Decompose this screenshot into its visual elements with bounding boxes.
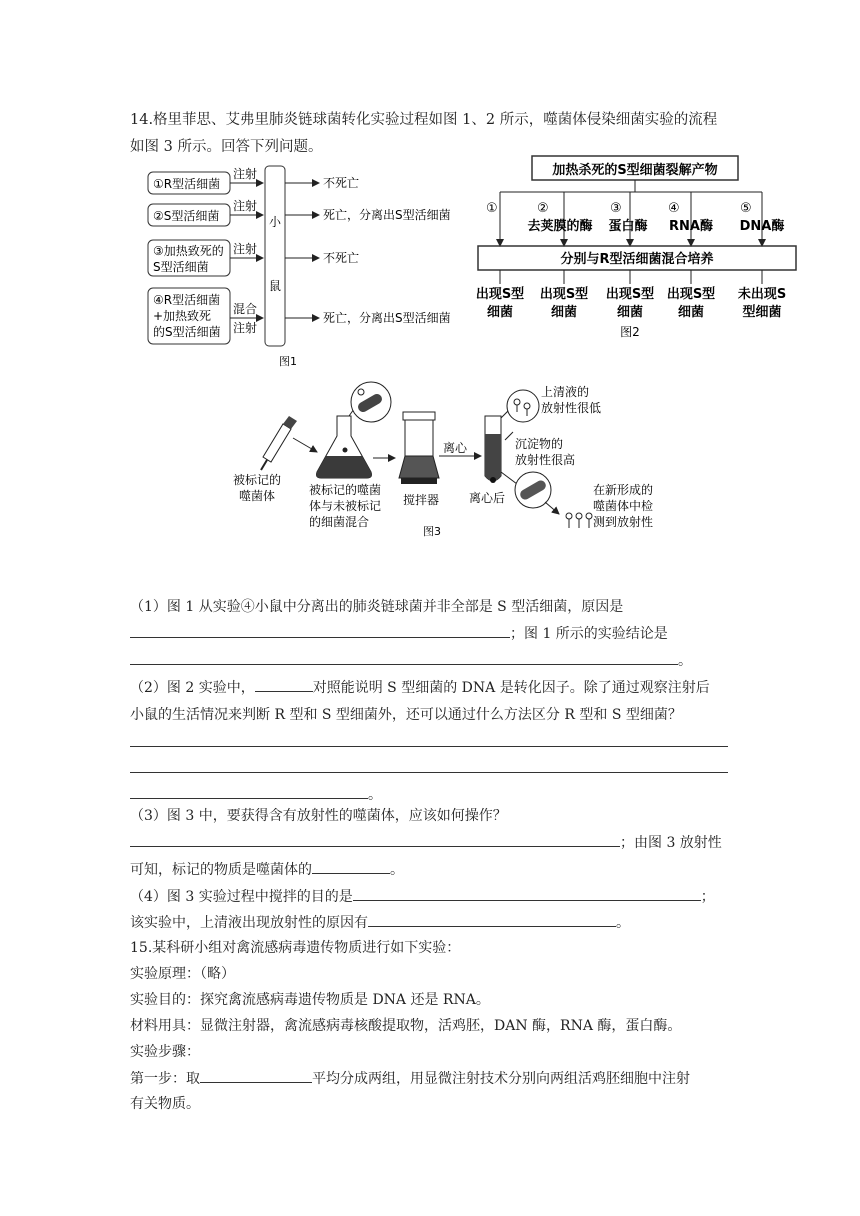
- q15-principle: 实验原理：（略）: [130, 966, 235, 982]
- answer-blank[interactable]: [312, 859, 390, 874]
- q4-line2: [130, 912, 630, 933]
- fig1-box-text: 的S型活细菌: [153, 325, 221, 339]
- answer-blank[interactable]: [130, 832, 620, 847]
- fig3-centrifuge-label: 离心: [443, 441, 468, 455]
- supernatant-zoom-icon: [507, 390, 539, 422]
- q2-line2: 小鼠的生活情况来判断 R 型和 S 型细菌外，还可以通过什么方法区分 R 型和 S 型细菌？: [130, 707, 682, 723]
- q2-answer-line: [130, 784, 382, 805]
- fig1-arrow-label: 注射: [233, 242, 258, 256]
- fig3-pellet-label: 放射性很高: [515, 453, 576, 467]
- answer-blank[interactable]: [130, 623, 510, 638]
- bacteria-zoom-icon: [351, 382, 391, 422]
- q4-text: 该实验中，上清液出现放射性的原因有: [130, 915, 368, 931]
- q4-text: （4）图 3 实验过程中搅拌的目的是: [130, 889, 353, 905]
- fig2-num: ②: [537, 201, 549, 216]
- answer-blank[interactable]: [255, 677, 313, 692]
- q2-answer-line: [130, 732, 728, 753]
- fig2-result: 出现S型: [539, 287, 589, 302]
- fig1-arrow-label: 注射: [233, 321, 258, 335]
- fig2-result: 细菌: [486, 305, 514, 320]
- fig1-arrow-label: 混合: [233, 302, 258, 316]
- fig3-blender-label: 搅拌器: [403, 493, 440, 507]
- fig1-box-text: ③加热致死的: [153, 244, 224, 258]
- q4-line1: [130, 886, 715, 907]
- answer-blank[interactable]: [130, 758, 728, 773]
- answer-blank[interactable]: [368, 912, 616, 927]
- q2-text: （2）图 2 实验中，: [130, 680, 255, 696]
- fig3-flask-label: 的细菌混合: [309, 515, 370, 529]
- fig2-caption: 图2: [620, 325, 640, 339]
- fig1-box-text: S型活细菌: [153, 260, 209, 274]
- figure-2: [470, 150, 800, 340]
- fig2-num: ⑤: [740, 201, 752, 216]
- q15-text: 平均分成两组，用显微注射技术分别向两组活鸡胚细胞中注射: [312, 1071, 690, 1087]
- fig2-enzyme: 蛋白酶: [608, 219, 648, 234]
- q4-text: ；: [700, 889, 715, 905]
- figure-1: [145, 162, 465, 372]
- q2-end: 。: [368, 787, 382, 803]
- blender-icon: [399, 412, 439, 484]
- q15-step1: [130, 1068, 690, 1089]
- q2-answer-line: [130, 758, 728, 779]
- q14-line1: 14.格里菲思、艾弗里肺炎链球菌转化实验过程如图 1、2 所示，噬菌体侵染细菌实验的流程: [130, 112, 718, 128]
- q15-steps: 实验步骤：: [130, 1044, 200, 1060]
- answer-blank[interactable]: [200, 1068, 312, 1083]
- fig2-result: 细菌: [677, 305, 705, 320]
- q1-end: 。: [678, 653, 692, 669]
- flask-icon: [317, 416, 372, 478]
- q3-line1: （3）图 3 中，要获得含有放射性的噬菌体，应该如何操作？: [130, 808, 507, 824]
- fig1-result: 不死亡: [323, 251, 360, 265]
- phage-dropper-icon: [261, 416, 297, 470]
- q15-step1b: 有关物质。: [130, 1096, 200, 1112]
- q2-text: 对照能说明 S 型细菌的 DNA 是转化因子。除了通过观察注射后: [312, 680, 710, 696]
- q1-line3: [130, 650, 692, 671]
- answer-blank[interactable]: [130, 784, 368, 799]
- q14-line2: 如图 3 所示。回答下列问题。: [130, 139, 323, 155]
- q15-title: 15.某科研小组对禽流感病毒遗传物质进行如下实验：: [130, 940, 461, 956]
- fig3-new-label: 噬菌体中检: [593, 499, 654, 513]
- fig3-new-label: 在新形成的: [593, 483, 654, 497]
- q15-text: 第一步：取: [130, 1071, 200, 1087]
- fig2-enzyme: RNA酶: [669, 219, 713, 234]
- q3-line2: [130, 832, 722, 853]
- q3-text: 。: [390, 862, 404, 878]
- fig2-middle-text: 分别与R型活细菌混合培养: [560, 252, 714, 267]
- fig2-result: 细菌: [550, 305, 578, 320]
- fig1-box-text: ①R型活细菌: [153, 177, 221, 191]
- fig1-arrow-label: 注射: [233, 199, 258, 213]
- fig3-supernatant-label: 放射性很低: [541, 401, 602, 415]
- q15-purpose: 实验目的：探究禽流感病毒遗传物质是 DNA 还是 RNA。: [130, 992, 490, 1008]
- fig1-mouse-label: 小: [269, 215, 282, 229]
- answer-blank[interactable]: [353, 886, 701, 901]
- fig1-box-text: ②S型活细菌: [153, 209, 220, 223]
- fig3-flask-label: 被标记的噬菌: [309, 483, 382, 497]
- q3-text: 可知，标记的物质是噬菌体的: [130, 862, 312, 878]
- fig1-result: 死亡，分离出S型活细菌: [323, 311, 451, 325]
- fig1-caption: 图1: [279, 355, 297, 368]
- figure-3: [225, 372, 675, 547]
- fig2-enzyme: 去荚膜的酶: [527, 219, 593, 234]
- fig1-box-text: ④R型活细菌: [153, 293, 221, 307]
- fig1-mouse-label: 鼠: [269, 279, 282, 293]
- fig1-arrow-label: 注射: [233, 167, 258, 181]
- fig2-num: ④: [668, 201, 680, 216]
- fig3-caption: 图3: [423, 525, 441, 538]
- fig3-pellet-label: 沉淀物的: [515, 437, 564, 451]
- fig2-num: ①: [486, 201, 498, 216]
- fig1-box-text: +加热致死: [153, 309, 212, 323]
- q1-line1: （1）图 1 从实验④小鼠中分离出的肺炎链球菌并非全部是 S 型活细菌，原因是: [130, 599, 624, 615]
- centrifuge-tube-icon: [485, 416, 501, 483]
- fig3-supernatant-label: 上清液的: [541, 385, 590, 399]
- fig3-new-label: 测到放射性: [593, 515, 654, 529]
- q4-text: 。: [616, 915, 630, 931]
- fig3-phage-label: 被标记的: [233, 473, 282, 487]
- fig2-result: 出现S型: [666, 287, 716, 302]
- fig2-result: 出现S型: [475, 287, 525, 302]
- fig1-result: 不死亡: [323, 176, 360, 190]
- q3-line3: [130, 859, 404, 880]
- q3-text: ；由图 3 放射性: [620, 835, 722, 851]
- q15-materials: 材料用具：显微注射器，禽流感病毒核酸提取物，活鸡胚，DAN 酶，RNA 酶，蛋白酶。: [130, 1018, 682, 1034]
- new-phages-icon: [566, 513, 592, 528]
- q2-line1: [130, 677, 710, 698]
- fig2-top-text: 加热杀死的S型细菌裂解产物: [552, 163, 718, 178]
- answer-blank[interactable]: [130, 650, 678, 665]
- fig2-result: 出现S型: [605, 287, 655, 302]
- fig3-flask-label: 体与未被标记: [309, 499, 382, 513]
- fig2-enzyme: DNA酶: [739, 219, 785, 234]
- fig3-phage-label: 噬菌体: [239, 489, 276, 503]
- q1-text: ；图 1 所示的实验结论是: [510, 626, 668, 642]
- fig2-result: 细菌: [616, 305, 644, 320]
- q1-line2: [130, 623, 668, 644]
- fig1-mouse-box: [265, 166, 285, 346]
- fig2-num: ③: [610, 201, 622, 216]
- answer-blank[interactable]: [130, 732, 728, 747]
- fig2-result: 型细菌: [742, 305, 782, 320]
- fig1-result: 死亡，分离出S型活细菌: [323, 208, 451, 222]
- fig3-after-label: 离心后: [469, 491, 506, 505]
- fig2-result: 未出现S: [737, 287, 787, 302]
